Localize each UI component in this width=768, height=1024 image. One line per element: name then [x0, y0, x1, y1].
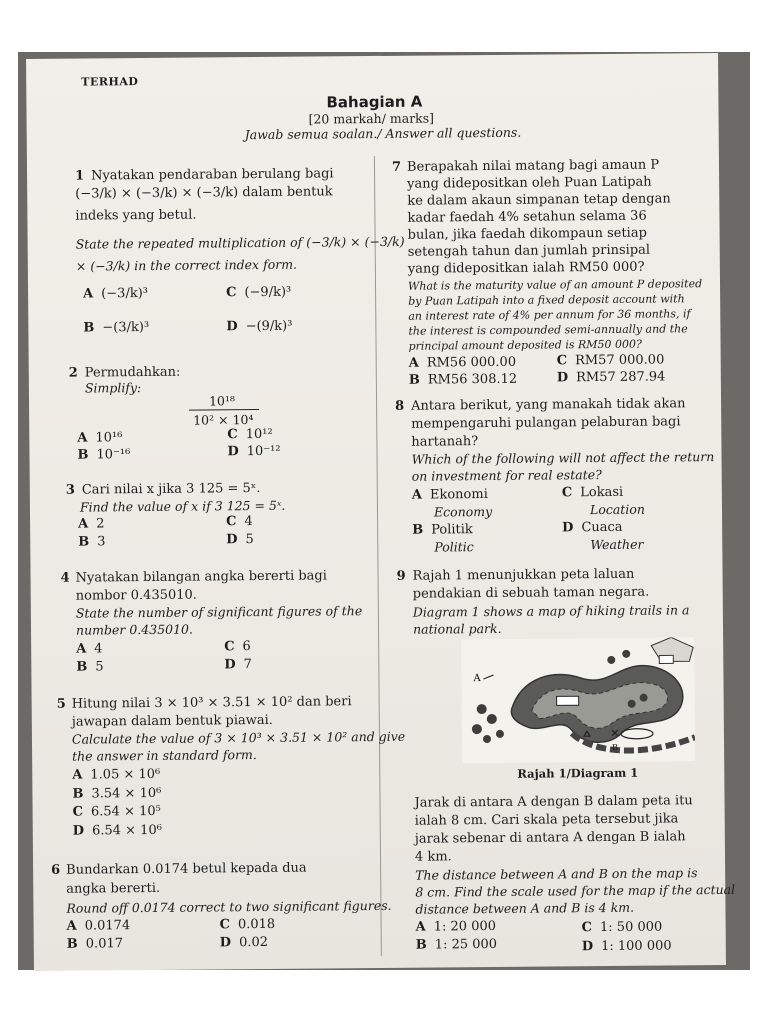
q7-malay-line: yang didepositkan ialah RM50 000? — [407, 259, 645, 277]
option-letter: D — [226, 319, 238, 335]
option-a[interactable] — [416, 919, 497, 935]
option-text: 6.54 × 10⁶ — [91, 822, 162, 839]
option-letter: A — [408, 355, 419, 371]
option-letter: B — [78, 534, 90, 550]
q9-english-line: The distance between A and B on the map is — [415, 865, 698, 883]
option-a[interactable] — [409, 355, 516, 371]
option-text: 10⁻¹² — [246, 443, 281, 460]
option-text: Cuaca — [581, 519, 623, 536]
option-letter: C — [72, 804, 84, 820]
option-text: 0.0174 — [84, 918, 131, 934]
option-text: 2 — [96, 516, 105, 532]
option-letter: A — [76, 641, 87, 657]
option-text: RM56 308.12 — [427, 371, 518, 388]
question-number: 1 — [74, 168, 85, 184]
instruction: Jawab semua soalan./ Answer all questions. — [244, 124, 522, 143]
option-text: 3.54 × 10⁶ — [91, 785, 162, 802]
question-number: 5 — [56, 696, 66, 712]
option-letter: D — [226, 532, 238, 548]
option-letter: A — [83, 286, 94, 302]
option-letter: D — [562, 520, 574, 536]
option-text: RM57 287.94 — [576, 369, 666, 386]
q3-malay: Cari nilai x jika 3 125 = 5ˣ. — [81, 481, 261, 498]
q1-malay-line: (−3/k) × (−3/k) × (−3/k) dalam bentuk — [75, 184, 333, 202]
question-number: 3 — [65, 482, 75, 498]
option-c[interactable] — [557, 352, 665, 368]
option-text: 5 — [95, 659, 104, 675]
option-text: 4 — [94, 641, 103, 657]
option-letter: B — [66, 936, 78, 952]
option-letter: A — [78, 516, 89, 532]
q5-english-line: the answer in standard form. — [72, 747, 257, 764]
q8-english-line: Which of the following will not affect the return — [411, 449, 715, 467]
option-b[interactable] — [67, 936, 123, 951]
option-d[interactable] — [226, 319, 292, 335]
option-text: 1.05 × 10⁶ — [90, 766, 161, 783]
option-letter: D — [581, 939, 594, 955]
q5-english-line: Calculate the value of 3 × 10³ × 3.51 × 10² and give — [71, 728, 406, 747]
option-letter: B — [83, 320, 95, 336]
q4-english-line: State the number of significant figures of the — [75, 603, 363, 621]
q8-malay-line: Antara berikut, yang manakah tidak akan — [411, 396, 686, 414]
q7-malay-line: kadar faedah 4% setahun selama 36 — [407, 208, 647, 226]
q9-english-line: national park. — [412, 620, 502, 637]
q7-english-line: an interest rate of 4% per annum for 36 months, if — [408, 307, 691, 323]
option-text: 10⁻¹⁶ — [96, 447, 131, 463]
option-letter: B — [412, 522, 424, 538]
option-text: −(9/k)³ — [245, 318, 293, 335]
q9-english-line: 8 cm. Find the scale used for the map if the actual — [415, 881, 736, 900]
option-text: RM56 000.00 — [426, 354, 517, 371]
section-title: Bahagian A — [326, 92, 423, 112]
q7-english-line: by Puan Latipah into a fixed deposit account with — [408, 292, 685, 308]
option-b[interactable] — [72, 786, 161, 802]
option-letter: A — [77, 430, 88, 446]
option-letter: B — [415, 937, 427, 953]
option-b[interactable] — [76, 659, 103, 674]
option-letter: D — [72, 823, 85, 839]
option-d[interactable] — [582, 938, 672, 954]
q9-question-line: 4 km. — [414, 849, 452, 865]
option-a[interactable] — [72, 767, 160, 783]
q1-malay-line: indeks yang betul. — [75, 207, 197, 224]
option-text: Lokasi — [580, 484, 624, 501]
option-b[interactable] — [78, 534, 105, 549]
option-text: (−9/k)³ — [244, 284, 292, 301]
q7-english-line: What is the maturity value of an amount P deposited — [407, 277, 703, 293]
option-b[interactable] — [416, 937, 497, 953]
q5-malay-line: jawapan dalam bentuk piawai. — [71, 712, 273, 730]
q9-question-line: jarak sebenar di antara A dengan B ialah — [414, 829, 686, 847]
q4-english-line: number 0.435010. — [75, 621, 194, 638]
option-c[interactable] — [220, 917, 276, 932]
option-a-translation: Economy — [433, 503, 493, 520]
q7-malay-line: setengah tahun dan jumlah prinsipal — [407, 242, 651, 260]
option-c[interactable] — [582, 920, 663, 936]
option-a[interactable] — [83, 286, 148, 302]
option-letter: A — [66, 918, 77, 934]
option-letter: A — [411, 487, 423, 503]
q1-english-line: State the repeated multiplication of (−3/k) × (−3/k) — [75, 233, 405, 252]
q2-english: Simplify: — [84, 380, 142, 396]
option-a[interactable] — [412, 487, 488, 503]
option-d-translation: Weather — [590, 536, 644, 553]
option-d[interactable] — [557, 369, 666, 385]
fraction-bar — [189, 409, 259, 411]
question-number: 9 — [396, 568, 406, 584]
option-text: 1: 25 000 — [434, 936, 498, 953]
question-number: 7 — [391, 159, 402, 175]
option-text: 0.02 — [238, 934, 269, 951]
option-letter: B — [408, 372, 420, 388]
option-text: 10¹² — [245, 426, 273, 443]
option-letter: C — [227, 427, 238, 443]
q9-question-line: ialah 8 cm. Cari skala peta tersebut jika — [414, 811, 679, 829]
option-c-translation: Location — [589, 501, 645, 518]
option-d[interactable] — [73, 823, 162, 839]
q6-malay-line: angka bererti. — [66, 880, 161, 897]
option-a[interactable] — [77, 430, 122, 445]
q4-malay-line: Nyatakan bilangan angka bererti bagi — [75, 568, 327, 586]
q9-english-line: distance between A and B is 4 km. — [415, 899, 635, 917]
option-text: 7 — [243, 657, 252, 673]
q9-malay-line: Rajah 1 menunjukkan peta laluan — [412, 566, 635, 584]
map-point-a: A — [473, 673, 481, 685]
option-letter: A — [415, 919, 426, 935]
option-text: Politik — [431, 522, 473, 538]
option-letter: C — [556, 353, 568, 369]
option-letter: B — [76, 659, 88, 675]
option-letter: C — [226, 285, 237, 301]
option-text: −(3/k)³ — [102, 319, 150, 336]
option-letter: A — [72, 767, 83, 783]
option-text: 4 — [244, 514, 253, 530]
q7-english-line: the interest is compounded semi-annually and the — [408, 322, 688, 338]
q9-question-line: Jarak di antara A dengan B dalam peta itu — [414, 793, 693, 811]
option-d[interactable] — [220, 935, 268, 950]
option-b[interactable] — [83, 320, 149, 336]
q2-malay: Permudahkan: — [84, 364, 181, 381]
hiking-trail-map — [461, 637, 695, 763]
option-c[interactable] — [73, 804, 161, 820]
option-text: 6.54 × 10⁵ — [90, 803, 161, 820]
q9-malay-line: pendakian di sebuah taman negara. — [412, 584, 650, 602]
option-text: 1: 100 000 — [601, 938, 672, 955]
question-number: 4 — [60, 570, 70, 586]
option-text: 5 — [245, 532, 254, 548]
option-letter: D — [224, 657, 236, 673]
q9-english-line: Diagram 1 shows a map of hiking trails in a — [412, 602, 690, 620]
fraction-numerator: 10¹⁸ — [208, 393, 236, 409]
option-letter: D — [227, 444, 239, 460]
q7-malay-line: Berapakah nilai matang bagi amaun P — [406, 157, 660, 175]
option-c[interactable] — [226, 285, 291, 301]
option-text: 0.017 — [85, 936, 124, 952]
q8-malay-line: hartanah? — [411, 434, 479, 450]
diagram-caption: Rajah 1/Diagram 1 — [517, 765, 639, 781]
option-d[interactable] — [224, 657, 252, 672]
option-text: 10¹⁶ — [95, 430, 123, 446]
marks-label: [20 markah/ marks] — [308, 110, 435, 127]
option-text: 3 — [97, 534, 106, 550]
exam-page — [26, 53, 736, 971]
option-letter: C — [226, 514, 237, 530]
option-letter: B — [77, 447, 89, 463]
option-a[interactable] — [78, 516, 105, 531]
option-b[interactable] — [409, 372, 517, 388]
terhad-label: TERHAD — [81, 75, 139, 89]
option-c[interactable] — [562, 485, 623, 501]
option-d[interactable] — [226, 532, 254, 547]
q7-malay-line: bulan, jika faedah dikompaun setiap — [407, 225, 647, 243]
option-b[interactable] — [77, 447, 130, 462]
bus-icon — [557, 696, 579, 705]
question-number: 6 — [51, 862, 61, 878]
q7-malay-line: ke dalam akaun simpanan tetap dengan — [407, 191, 671, 209]
option-d[interactable] — [227, 444, 280, 459]
option-text: 6 — [242, 639, 251, 655]
q7-english-line: principal amount deposited is RM50 000? — [408, 337, 642, 353]
option-a[interactable] — [67, 918, 131, 934]
q4-malay-line: nombor 0.435010. — [75, 587, 197, 604]
option-text: RM57 000.00 — [574, 352, 665, 369]
option-letter: C — [219, 917, 231, 933]
option-text: 1: 20 000 — [433, 918, 497, 935]
question-number: 8 — [395, 398, 405, 414]
option-text: 0.018 — [237, 916, 276, 933]
option-a[interactable] — [76, 641, 103, 656]
q1-malay-line: Nyatakan pendaraban berulang bagi — [90, 166, 334, 184]
option-letter: C — [224, 639, 235, 655]
option-letter: C — [581, 920, 593, 936]
map-point-b: B — [612, 742, 618, 752]
fraction-denominator: 10² × 10⁴ — [193, 412, 254, 428]
q8-english-line: on investment for real estate? — [411, 467, 602, 484]
option-letter: B — [72, 786, 84, 802]
option-c[interactable] — [227, 427, 272, 442]
q7-malay-line: yang didepositkan oleh Puan Latipah — [407, 174, 652, 192]
option-b-translation: Politic — [434, 539, 474, 555]
q1-english-line: × (−3/k) in the correct index form. — [75, 256, 298, 274]
option-text: (−3/k)³ — [101, 285, 149, 302]
option-text: 1: 50 000 — [599, 919, 663, 936]
option-letter: D — [219, 935, 232, 951]
q8-malay-line: mempengaruhi pulangan pelaburan bagi — [411, 414, 681, 432]
option-b[interactable] — [412, 522, 473, 538]
option-text: Ekonomi — [429, 487, 488, 503]
question-number: 2 — [68, 365, 78, 381]
hut-icon — [659, 655, 673, 663]
q5-malay-line: Hitung nilai 3 × 10³ × 3.51 × 10² dan beri — [71, 694, 352, 712]
q6-english: Round off 0.0174 correct to two significant figures. — [66, 897, 392, 916]
option-c[interactable] — [224, 639, 251, 654]
option-d[interactable] — [562, 520, 623, 536]
column-divider — [374, 156, 382, 956]
option-c[interactable] — [226, 514, 253, 529]
option-letter: D — [556, 370, 569, 386]
q3-english: Find the value of x if 3 125 = 5ˣ. — [79, 497, 286, 515]
q6-malay-line: Bundarkan 0.0174 betul kepada dua — [66, 860, 307, 878]
option-letter: C — [561, 485, 573, 501]
